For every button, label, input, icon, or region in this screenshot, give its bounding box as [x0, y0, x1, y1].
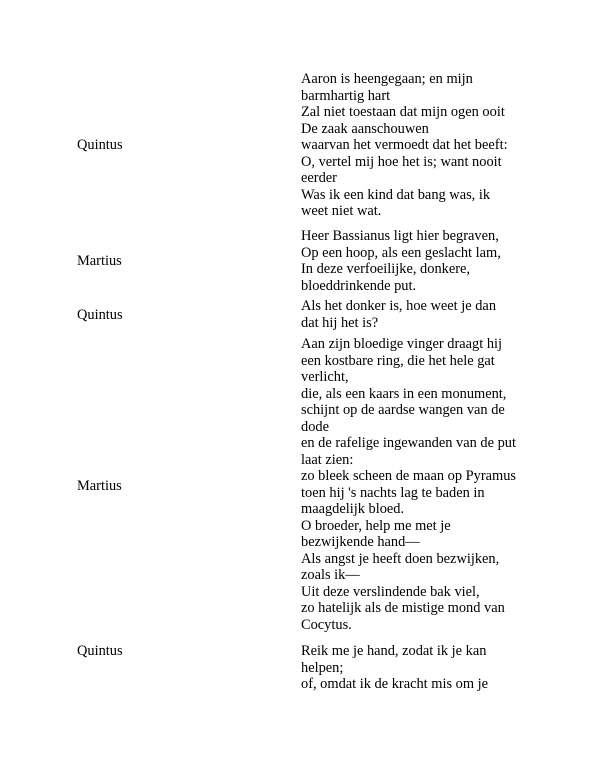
speaker-name: Martius [77, 253, 122, 269]
speech-line: zoals ik— [301, 567, 360, 583]
speech-line: een kostbare ring, die het hele gat [301, 352, 495, 369]
speech-line: In deze verfoeilijke, donkere, [301, 261, 471, 277]
speech-line: Cocytus. [301, 616, 352, 633]
speech-line: zo bleek scheen de maan op Pyramus [301, 468, 516, 484]
speech-line: verlicht, [301, 369, 349, 385]
speech-line: Op een hoop, als een geslacht lam, [301, 244, 501, 261]
speech-line: Aaron is heengegaan; en mijn [301, 71, 473, 87]
speaker-name: Quintus [77, 307, 123, 323]
speech-line: waarvan het vermoedt dat het beeft: [301, 137, 508, 153]
speech-line: O broeder, help me met je [301, 517, 451, 534]
speech-line: helpen; [301, 659, 344, 676]
speech-line: en de rafelige ingewanden van de put [301, 435, 516, 451]
speech-line: O, vertel mij hoe het is; want nooit [301, 153, 502, 170]
speech-lines [301, 71, 536, 220]
speech-lines [301, 298, 536, 331]
speaker-name: Quintus [77, 137, 123, 153]
speech-line: schijnt op de aardse wangen van de [301, 402, 505, 418]
speech-line: Was ik een kind dat bang was, ik [301, 186, 491, 203]
speech-line: Als het donker is, hoe weet je dan [301, 298, 497, 314]
speech-line: De zaak aanschouwen [301, 120, 429, 137]
speech-line: weet niet wat. [301, 203, 382, 219]
speaker-name: Quintus [77, 643, 123, 659]
speech-line: bloeddrinkende put. [301, 277, 417, 294]
speech-line: Reik me je hand, zodat ik je kan [301, 643, 487, 659]
speech-line: dode [301, 418, 329, 435]
speech-line: Aan zijn bloedige vinger draagt hij [301, 336, 503, 352]
speech-line: toen hij 's nachts lag te baden in [301, 484, 485, 501]
speech-line: laat zien: [301, 451, 354, 468]
speech-line: dat hij het is? [301, 314, 379, 331]
speech-lines [301, 336, 536, 633]
speech-line: Uit deze verslindende bak viel, [301, 583, 480, 600]
speech-line: maagdelijk bloed. [301, 501, 405, 517]
speech-line: barmhartig hart [301, 87, 391, 104]
speech-lines [301, 643, 536, 693]
speaker-name: Martius [77, 478, 122, 494]
speech-line: Zal niet toestaan dat mijn ogen ooit [301, 104, 505, 120]
speech-line: Als angst je heeft doen bezwijken, [301, 550, 500, 567]
speech-line: eerder [301, 170, 337, 186]
speech-line: Heer Bassianus ligt hier begraven, [301, 228, 499, 244]
speech-lines [301, 228, 536, 294]
speech-line: die, als een kaars in een monument, [301, 385, 507, 402]
speech-line: bezwijkende hand— [301, 534, 420, 550]
speech-line: zo hatelijk als de mistige mond van [301, 600, 505, 616]
speech-line: of, omdat ik de kracht mis om je [301, 676, 489, 692]
